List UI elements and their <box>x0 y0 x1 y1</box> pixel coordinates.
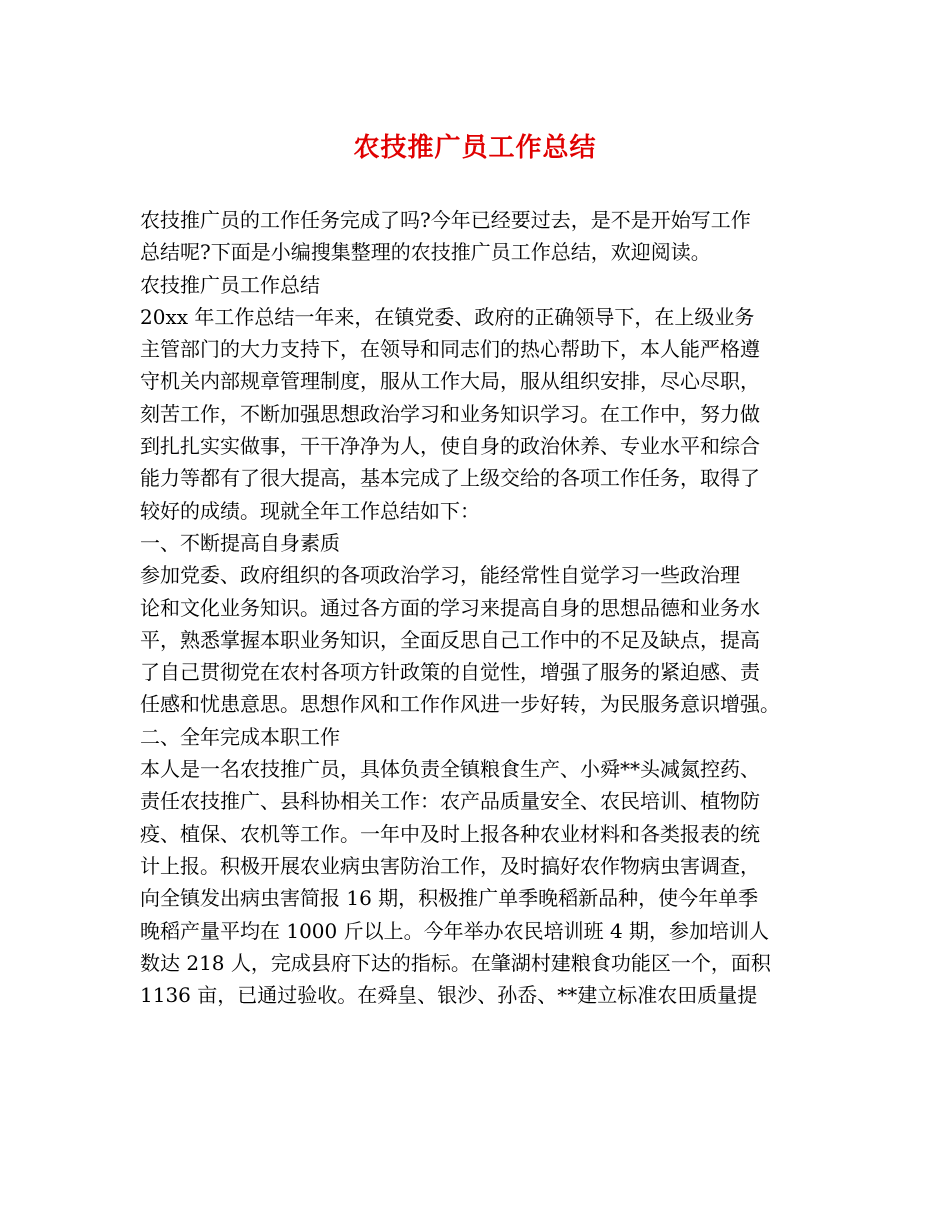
text-line: 20xx 年工作总结一年来，在镇党委、政府的正确领导下，在上级业务 <box>140 304 755 329</box>
text-line: 农技推广员工作总结 <box>140 272 320 297</box>
text-line: 守机关内部规章管理制度，服从工作大局，服从组织安排，尽心尽职， <box>140 369 760 394</box>
text-line: 一、不断提高自身素质 <box>140 530 340 555</box>
text-line: 主管部门的大力支持下，在领导和同志们的热心帮助下，本人能严格遵 <box>140 337 760 362</box>
text-line: 刻苦工作，不断加强思想政治学习和业务知识学习。在工作中，努力做 <box>140 401 760 426</box>
text-line: 晚稻产量平均在 1000 斤以上。今年举办农民培训班 4 期，参加培训人 <box>140 918 770 943</box>
text-line: 计上报。积极开展农业病虫害防治工作，及时搞好农作物病虫害调查， <box>140 853 760 878</box>
text-line: 任感和忧患意思。思想作风和工作作风进一步好转，为民服务意识增强。 <box>140 692 780 717</box>
text-line: 二、全年完成本职工作 <box>140 724 340 749</box>
text-line: 疫、植保、农机等工作。一年中及时上报各种农业材料和各类报表的统 <box>140 821 760 846</box>
text-line: 数达 218 人，完成县府下达的指标。在肇湖村建粮食功能区一个，面积 <box>140 950 771 975</box>
document-title: 农技推广员工作总结 <box>353 133 597 163</box>
text-line: 总结呢?下面是小编搜集整理的农技推广员工作总结，欢迎阅读。 <box>140 240 711 265</box>
text-line: 参加党委、政府组织的各项政治学习，能经常性自觉学习一些政治理 <box>140 563 740 588</box>
text-line: 能力等都有了很大提高，基本完成了上级交给的各项工作任务，取得了 <box>140 466 760 491</box>
text-line: 较好的成绩。现就全年工作总结如下： <box>140 498 480 523</box>
text-line: 1136 亩，已通过验收。在舜皇、银沙、孙岙、**建立标准农田质量提 <box>140 983 758 1008</box>
text-line: 到扎扎实实做事，干干净净为人，使自身的政治休养、专业水平和综合 <box>140 434 760 459</box>
text-line: 向全镇发出病虫害简报 16 期，积极推广单季晚稻新品种，使今年单季 <box>140 886 759 911</box>
text-line: 农技推广员的工作任务完成了吗?今年已经要过去，是不是开始写工作 <box>140 208 751 232</box>
text-line: 了自己贯彻党在农村各项方针政策的自觉性，增强了服务的紧迫感、责 <box>140 660 760 685</box>
document-body <box>140 204 820 1011</box>
text-line: 平，熟悉掌握本职业务知识，全面反思自己工作中的不足及缺点，提高 <box>140 627 760 652</box>
text-line: 论和文化业务知识。通过各方面的学习来提高自身的思想品德和业务水 <box>140 595 760 620</box>
text-line: 本人是一名农技推广员，具体负责全镇粮食生产、小舜**头减氮控药、 <box>140 757 760 782</box>
text-line: 责任农技推广、县科协相关工作：农产品质量安全、农民培训、植物防 <box>140 789 760 814</box>
